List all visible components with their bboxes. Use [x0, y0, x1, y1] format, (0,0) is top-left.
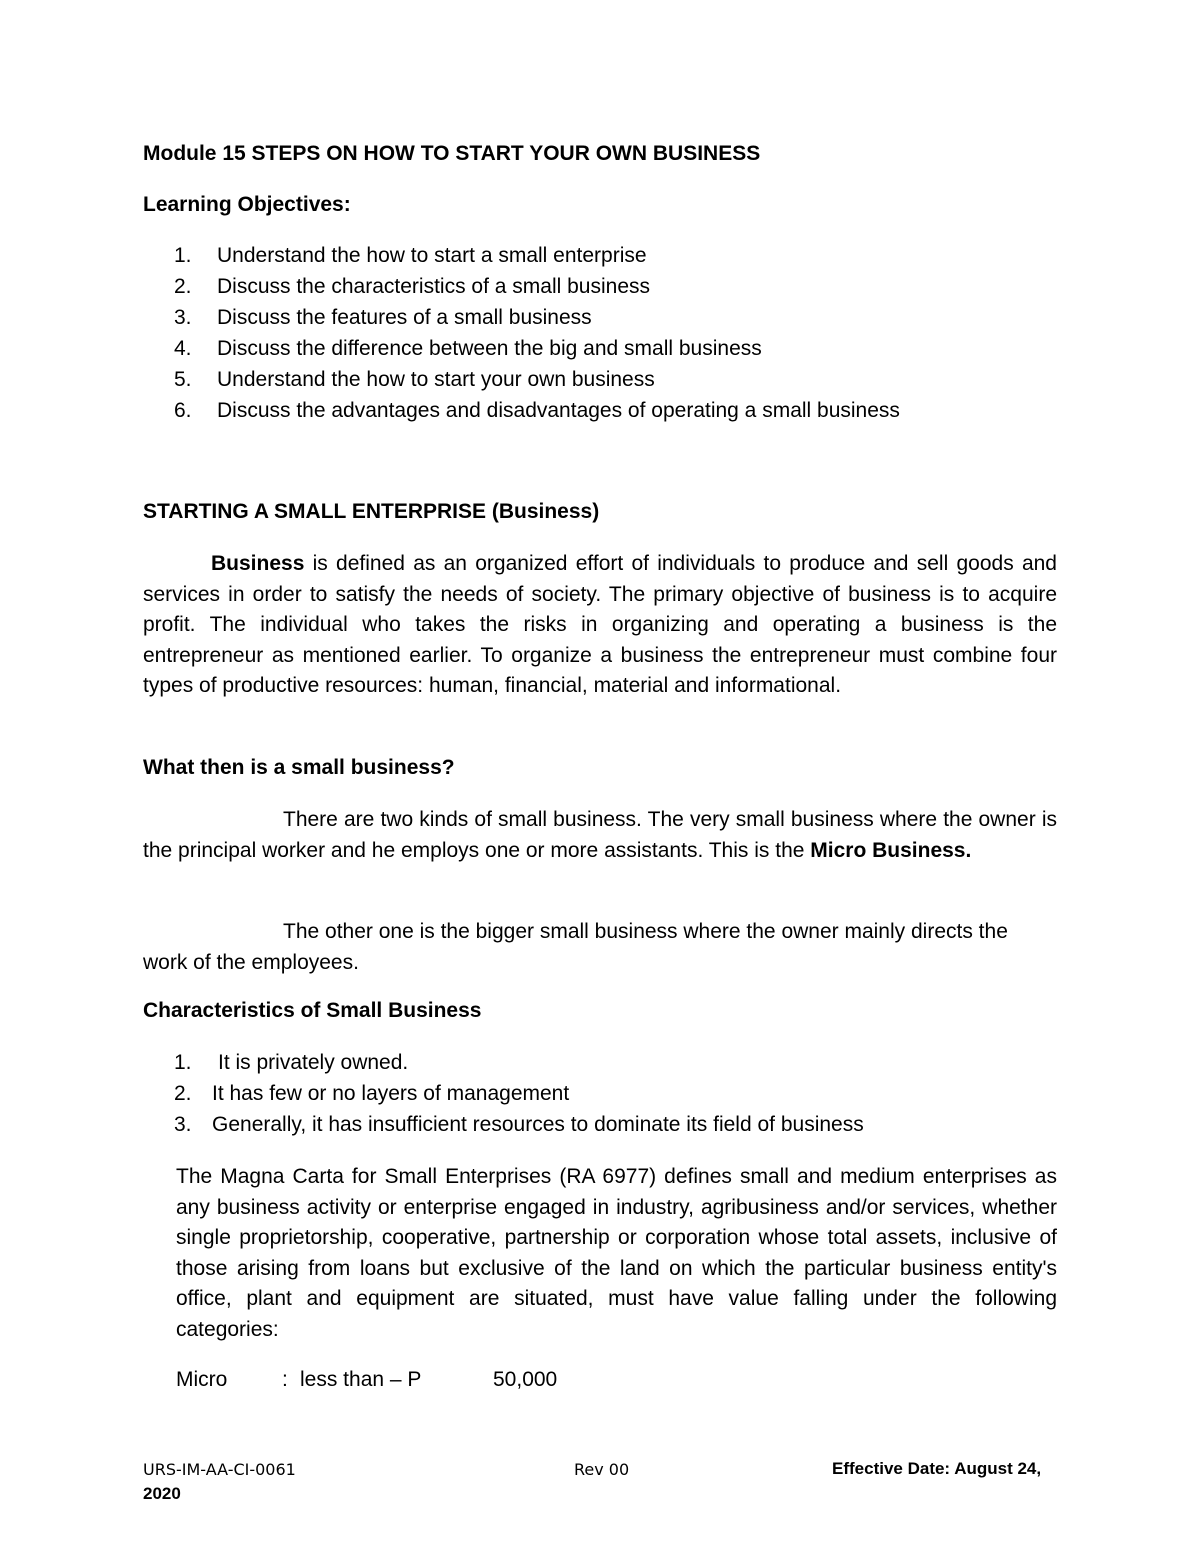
- magna-carta-paragraph: The Magna Carta for Small Enterprises (RA 6977) defines small and medium enterprises as any business activity or enterprise engaged in industry, agribusiness and/or services, whether single proprietorship, cooperative, partnership or corporation whose total assets, inclusive of those arising from loans but exclusive of the land on which the particular business entity's office, plant and equipment are situated, must have value falling under the following categories:: [176, 1165, 1057, 1341]
- doc-code: URS-IM-AA-CI-0061: [143, 1460, 296, 1479]
- micro-business-term: Micro Business.: [810, 838, 972, 862]
- section-heading-characteristics: Characteristics of Small Business: [143, 999, 482, 1022]
- small-business-kinds-paragraph: There are two kinds of small business. The very small business where the owner is the principal worker and he employs one or more assistants. This is the Micro Business.: [143, 808, 1057, 862]
- section-heading-what: What then is a small business?: [143, 756, 455, 779]
- category-label: Micro: [176, 1368, 228, 1391]
- effective-date-year: 2020: [143, 1484, 181, 1503]
- business-term: Business: [211, 552, 305, 575]
- category-separator: :: [282, 1368, 288, 1391]
- effective-date: Effective Date: August 24,: [832, 1459, 1042, 1478]
- bigger-business-paragraph: The other one is the bigger small business where the owner mainly directs the work of the employees.: [143, 920, 1008, 974]
- objectives-heading: Learning Objectives:: [143, 193, 351, 216]
- business-definition-paragraph: Business is defined as an organized effort of individuals to produce and sell goods and services in order to satisfy the needs of society. The primary objective of business is to acquire profit. The individual who takes the risks in organizing and operating a business is the entrepreneur as mentioned earlier. To organize a business the entrepreneur must combine four types of productive resources: human, financial, material and informational.: [143, 552, 1057, 697]
- category-amount: 50,000: [493, 1368, 558, 1391]
- revision: Rev 00: [574, 1460, 630, 1479]
- module-title: Module 15 STEPS ON HOW TO START YOUR OWN BUSINESS: [143, 142, 761, 165]
- section-heading-starting: STARTING A SMALL ENTERPRISE (Business): [143, 500, 600, 523]
- document-page: Module 15 STEPS ON HOW TO START YOUR OWN BUSINESS Learning Objectives: 1. Understand the how to start a small enterprise 2. Discuss the characteristics of a small business 3. Discuss the features of a small business 4. Discuss the difference between the big and small business 5. Understand the how to start your own business 6. Discuss the advantages and disadvantages of operating a small business STARTING A SMALL ENTERPRISE (Business) Business is defined as an organized effort of individuals to produce and sell goods and services in order to satisfy the needs of society. The primary objective of business is to acquire profit. The individual who takes the risks in organizing and operating a business is the entrepreneur as mentioned earlier. To organize a business the entrepreneur must combine four types of productive resources: human, financial, material and informational. What then is a small business? There are two kinds of small business. The very small business where the owner is the principal worker and he employs one or more assistants. This is the Micro Business. The other one is the bigger small business where the owner mainly directs the work of the employees. Characteristics of Small Business 1. It is privately owned. 2. It has few or no layers of management 3. Generally, it has insufficient resources to dominate its field of business The Magna Carta for Small Enterprises (RA 6977) defines small and medium enterprises as any business activity or enterprise engaged in industry, agribusiness and/or services, whether single proprietorship, cooperative, partnership or corporation whose total assets, inclusive of those arising from loans but exclusive of the land on which the particular business entity's office, plant and equipment are situated, must have value falling under the following categories: Micro : less than – P 50,000 URS-IM-AA-CI-0061 Rev 00 Effective Date: August 24, 2020: [143, 142, 1057, 1503]
- category-condition: less than – P: [300, 1368, 422, 1391]
